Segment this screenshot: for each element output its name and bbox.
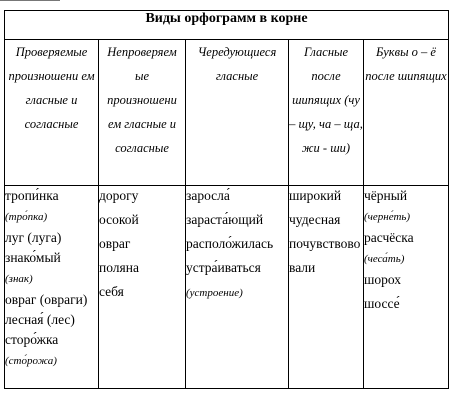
table-title: Виды орфограмм в корне	[5, 11, 449, 40]
orthogram-table	[4, 10, 449, 389]
header-unchecked-vowels: Непроверяем ые произношени ем гласные и согласные	[99, 40, 186, 186]
word-item: осокой	[99, 212, 139, 227]
word-item: тропи́нка	[5, 188, 59, 203]
word-item: почувствово	[289, 236, 361, 251]
word-item: чёрный	[364, 188, 408, 203]
column-alternating	[186, 186, 289, 389]
header-alternating-vowels: Чередующиеся гласные	[186, 40, 289, 186]
word-item: сторо́жка	[5, 332, 59, 347]
word-item: знако́мый	[5, 250, 61, 265]
word-item: заросла́	[186, 188, 230, 203]
column-o-yo	[364, 186, 449, 389]
check-word: (устроение)	[186, 287, 243, 299]
header-o-yo-after-sibilants: Буквы о – ё после шипящих	[364, 40, 449, 186]
word-item: овраг	[99, 236, 131, 251]
word-item: чудесная	[289, 212, 341, 227]
word-item: овраг (овраги)	[5, 292, 88, 307]
header-vowels-after-sibilants: Гласные после шипящих (чу – щу, ча – ща, жи - ши)	[289, 40, 364, 186]
column-sibilant-vowels	[289, 186, 364, 389]
word-item: располо́жилась	[186, 236, 274, 251]
word-item: зараста́ющий	[186, 212, 264, 227]
check-word: (сто́рожа)	[5, 355, 57, 367]
word-item: луг (луга)	[5, 230, 62, 245]
check-word: (знак)	[5, 273, 33, 285]
word-item: шорох	[364, 272, 402, 287]
word-item: расчёска	[364, 230, 414, 245]
check-word: (черне́ть)	[364, 211, 411, 223]
word-item: шоссе́	[364, 296, 400, 311]
word-item: устра́иваться	[186, 260, 261, 275]
word-item: широкий	[289, 188, 342, 203]
word-item: лесная́ (лес)	[5, 312, 75, 327]
word-item: поляна	[99, 260, 139, 275]
word-item: вали	[289, 260, 316, 275]
column-checked	[5, 186, 99, 389]
check-word: (чеса́ть)	[364, 253, 405, 265]
column-unchecked	[99, 186, 186, 389]
word-item: дорогу	[99, 188, 139, 203]
word-item: себя	[99, 284, 124, 299]
check-word: (тро́пка)	[5, 211, 48, 223]
header-checked-vowels: Проверяемые произношени ем гласные и согласные	[5, 40, 99, 186]
top-rule	[0, 0, 60, 3]
